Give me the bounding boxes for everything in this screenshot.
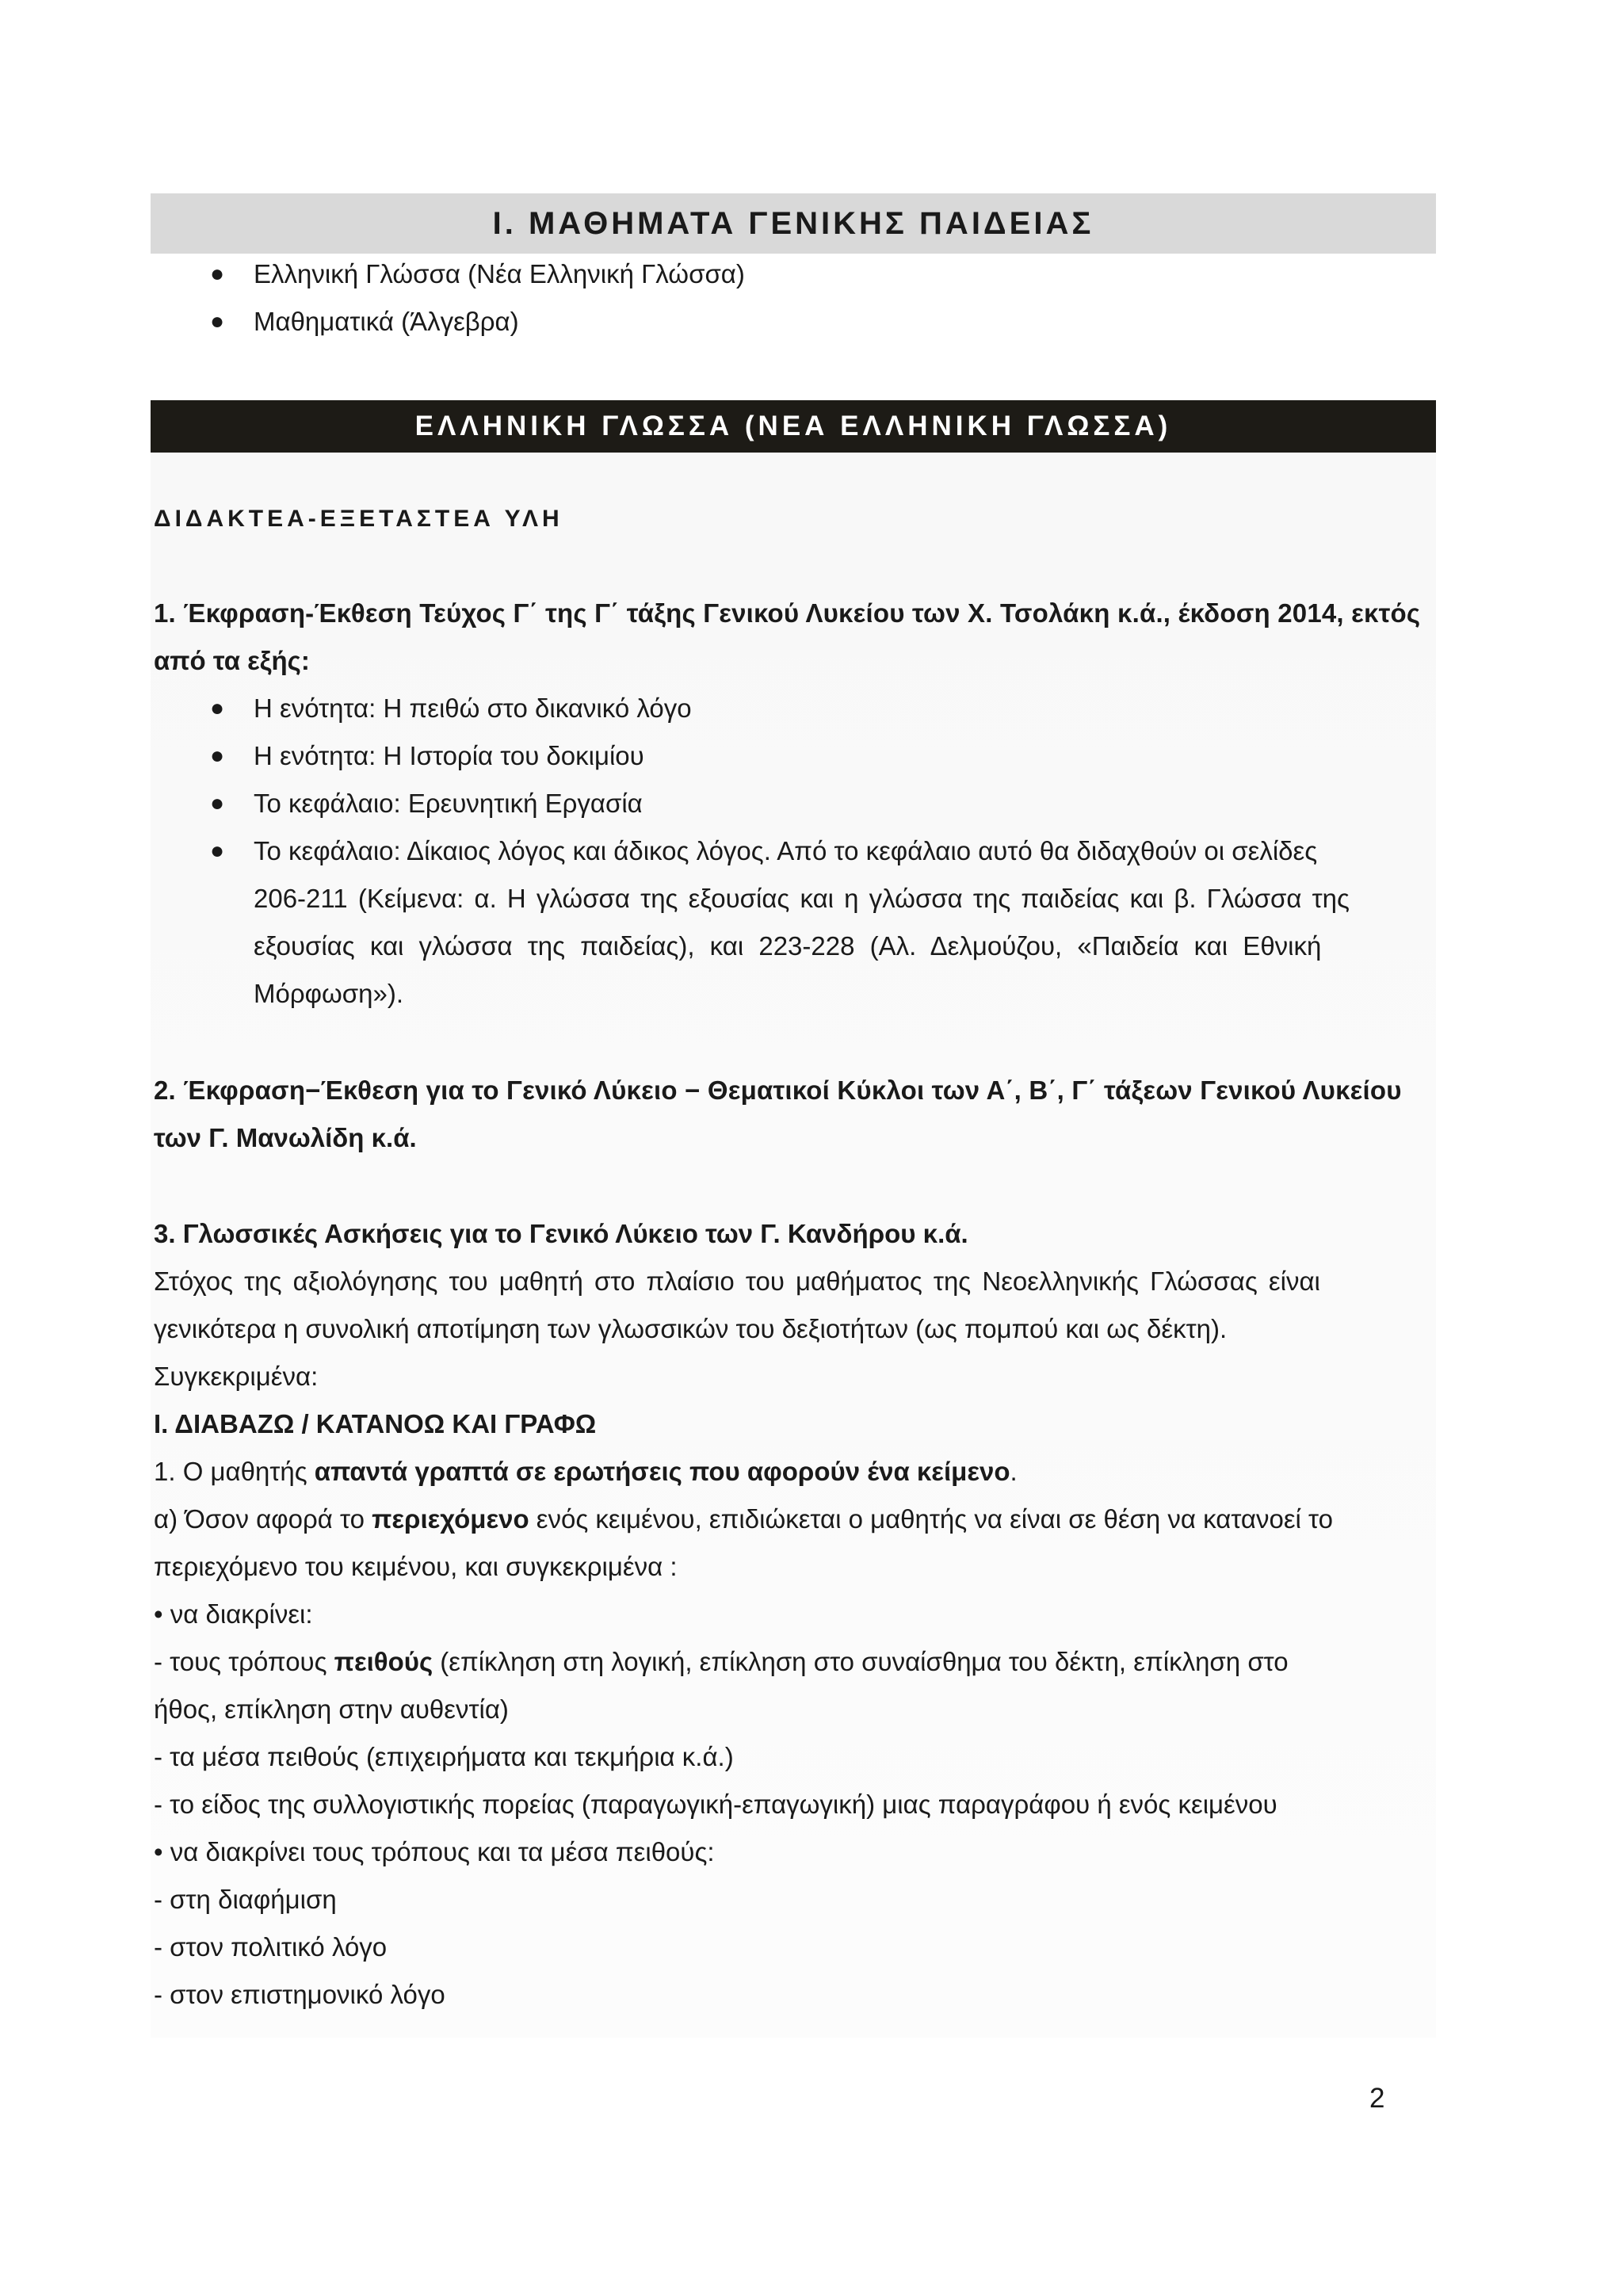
advertising-item: - στη διαφήμιση <box>154 1885 337 1914</box>
distinguish-bullet: • να διακρίνει: <box>154 1599 313 1629</box>
persuasion-means: - τα μέσα πειθούς (επιχειρήματα και τεκμήρια κ.ά.) <box>154 1742 734 1771</box>
list-item: ● Η ενότητα: Η Ιστορία του δοκιμίου <box>151 732 1317 780</box>
bullet-icon: ● <box>210 743 225 769</box>
reading-point1: 1. Ο μαθητής απαντά γραπτά σε ερωτήσεις που αφορούν ένα κείμενο. <box>154 1457 1018 1486</box>
persuasion-modes-line2: ήθος, επίκληση στην αυθεντία) <box>154 1694 509 1724</box>
syllabus-subheading: ΔΙΔΑΚΤΕΑ-ΕΞΕΤΑΣΤΕΑ ΥΛΗ <box>154 506 563 532</box>
general-subjects-list <box>151 250 745 346</box>
chapter-line3: εξουσίας και γλώσσα της παιδείας), και 223-228 (Αλ. Δελμούζου, «Παιδεία και Εθνική <box>254 931 1322 961</box>
content-point-line1: α) Όσον αφορά το περιεχόμενο ενός κειμένου, επιδιώκεται ο μαθητής να είναι σε θέση να κατανοεί το <box>154 1504 1333 1534</box>
persuasion-modes-line1: - τους τρόπους πειθούς (επίκληση στη λογική, επίκληση στο συναίσθημα του δέκτη, επίκληση στο <box>154 1647 1289 1676</box>
page-number: 2 <box>1369 2083 1385 2114</box>
item1-title-line2: από τα εξής: <box>154 646 310 675</box>
list-item: ● Η ενότητα: Η πειθώ στο δικανικό λόγο <box>151 685 1317 732</box>
bullet-icon: ● <box>210 790 225 816</box>
bullet-icon: ● <box>210 838 225 864</box>
bullet-icon: ● <box>210 261 225 287</box>
list-item: ● Μαθηματικά (Άλγεβρα) <box>151 298 745 346</box>
item3-title: 3. Γλωσσικές Ασκήσεις για το Γενικό Λύκειο των Γ. Κανδήρου κ.ά. <box>154 1219 968 1248</box>
item1-title-line1: 1. Έκφραση-Έκθεση Τεύχος Γ΄ της Γ΄ τάξης Γενικού Λυκείου των Χ. Τσολάκη κ.ά., έκδοση 2014, εκτός <box>154 598 1421 628</box>
list-item: ● Το κεφάλαιο: Ερευνητική Εργασία <box>151 780 1317 827</box>
specifically-label: Συγκεκριμένα: <box>154 1362 319 1391</box>
item2-title-line1: 2. Έκφραση−Έκθεση για το Γενικό Λύκειο − Θεματικοί Κύκλοι των Α΄, Β΄, Γ΄ τάξεων Γενικού Λυκείου <box>154 1075 1402 1105</box>
list-item: ● Ελληνική Γλώσσα (Νέα Ελληνική Γλώσσα) <box>151 250 745 298</box>
section-heading: ΕΛΛΗΝΙΚΗ ΓΛΩΣΣΑ (ΝΕΑ ΕΛΛΗΝΙΚΗ ΓΛΩΣΣΑ) <box>151 400 1436 453</box>
item2-title-line2: των Γ. Μανωλίδη κ.ά. <box>154 1123 417 1152</box>
scientific-speech-item: - στον επιστημονικό λόγο <box>154 1980 445 2009</box>
list-item: ● Το κεφάλαιο: Δίκαιος λόγος και άδικος λόγος. Από το κεφάλαιο αυτό θα διδαχθούν οι σελίδες <box>151 827 1317 875</box>
content-point-line2: περιεχόμενο του κειμένου, και συγκεκριμένα : <box>154 1552 678 1581</box>
bullet-icon: ● <box>210 308 225 334</box>
political-speech-item: - στον πολιτικό λόγο <box>154 1932 388 1962</box>
item3-paragraph-line1: Στόχος της αξιολόγησης του μαθητή στο πλαίσιο του μαθήματος της Νεοελληνικής Γλώσσας είναι <box>154 1266 1320 1296</box>
chapter-line4: Μόρφωση»). <box>254 979 404 1008</box>
reasoning-type: - το είδος της συλλογιστικής πορείας (παραγωγική-επαγωγική) μιας παραγράφου ή ενός κειμένου <box>154 1790 1277 1819</box>
chapter-line2: 206-211 (Κείμενα: α. Η γλώσσα της εξουσίας και η γλώσσα της παιδείας και β. Γλώσσα της <box>254 884 1350 913</box>
general-education-heading: Ι. ΜΑΘΗΜΑΤΑ ΓΕΝΙΚΗΣ ΠΑΙΔΕΙΑΣ <box>151 193 1436 254</box>
item3-paragraph-line2: γενικότερα η συνολική αποτίμηση των γλωσσικών του δεξιοτήτων (ως πομπού και ως δέκτη). <box>154 1314 1228 1343</box>
exclusions-list <box>151 685 1317 875</box>
bullet-icon: ● <box>210 695 225 721</box>
reading-heading: Ι. ΔΙΑΒΑΖΩ / ΚΑΤΑΝΟΩ ΚΑΙ ΓΡΑΦΩ <box>154 1409 597 1438</box>
distinguish-means-bullet: • να διακρίνει τους τρόπους και τα μέσα πειθούς: <box>154 1837 715 1866</box>
